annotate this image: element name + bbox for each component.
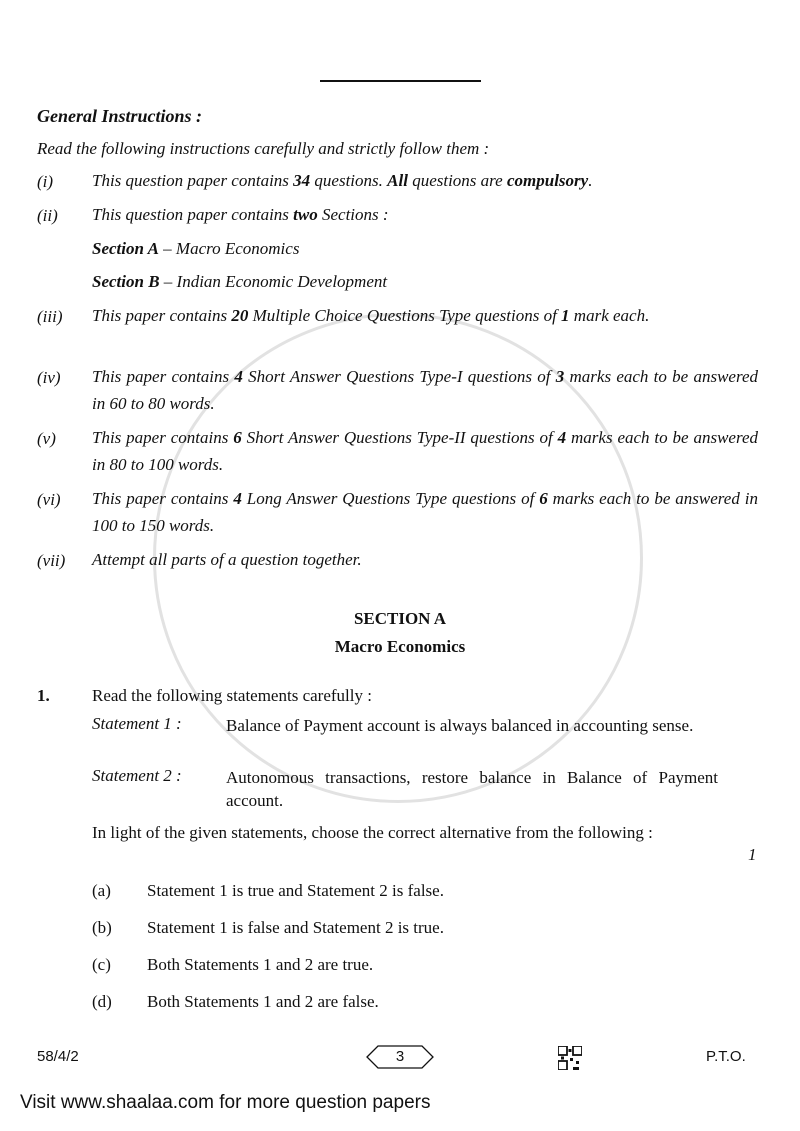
instruction-emphasis: 6: [539, 489, 548, 508]
page-number: 3: [395, 1048, 405, 1065]
instruction-text: [92, 268, 758, 295]
instruction-emphasis: All: [387, 171, 408, 190]
instruction-segment: This paper contains: [92, 367, 235, 386]
qr-code-icon: [558, 1046, 582, 1070]
instruction-segment: marks each to be answered in 100 to 150 words.: [92, 489, 758, 535]
instruction-emphasis: 3: [555, 367, 565, 386]
statement-1-text: Balance of Payment account is always balanced in accounting sense.: [226, 716, 694, 735]
instruction-segment: marks each to be answered in 80 to 100 words.: [92, 428, 758, 474]
pto-label: P.T.O.: [706, 1048, 746, 1065]
instruction-label: (iv): [37, 368, 61, 387]
instruction-emphasis: 4: [234, 367, 243, 386]
section-subtitle: Macro Economics: [334, 637, 466, 656]
visit-link[interactable]: Visit www.shaalaa.com for more question papers: [20, 1092, 431, 1113]
option-c-label: (c): [92, 955, 111, 974]
instruction-emphasis: 34: [293, 171, 311, 190]
instruction-emphasis: Section B: [92, 272, 160, 291]
top-rule: [320, 80, 481, 82]
instruction-emphasis: 20: [231, 306, 249, 325]
instruction-segment: Short Answer Questions Type-I questions of: [242, 367, 556, 386]
instruction-segment: This paper contains: [92, 489, 234, 508]
section-title: SECTION A: [353, 609, 447, 628]
instruction-segment: Long Answer Questions Type questions of: [241, 489, 540, 508]
instruction-segment: This paper contains: [92, 306, 232, 325]
statement-1-label: Statement 1 :: [92, 714, 182, 733]
option-b-label: (b): [92, 918, 112, 937]
option-c-text: Both Statements 1 and 2 are true.: [147, 955, 374, 974]
instruction-text: [92, 363, 758, 417]
option-b-text: Statement 1 is false and Statement 2 is true.: [147, 918, 444, 937]
instruction-text: [92, 424, 758, 478]
question-prompt: Read the following statements carefully :: [92, 686, 372, 705]
option-a-text: Statement 1 is true and Statement 2 is false.: [147, 881, 444, 900]
question-marks: 1: [748, 845, 757, 864]
instructions-heading: General Instructions :: [37, 106, 203, 126]
instruction-label: (v): [37, 429, 56, 448]
instruction-segment: This question paper contains: [92, 171, 294, 190]
instruction-emphasis: compulsory: [506, 171, 589, 190]
instruction-segment: questions are: [407, 171, 507, 190]
instruction-segment: questions.: [310, 171, 388, 190]
instruction-label: (ii): [37, 206, 58, 225]
instruction-emphasis: 1: [561, 306, 570, 325]
instruction-segment: Attempt all parts of a question together.: [92, 550, 362, 569]
instruction-segment: marks each to be answered in 60 to 80 words.: [92, 367, 758, 413]
instruction-emphasis: 4: [557, 428, 567, 447]
instruction-segment: .: [588, 171, 593, 190]
instruction-segment: Sections :: [317, 205, 389, 224]
instruction-label: (i): [37, 172, 54, 191]
instruction-segment: This question paper contains: [92, 205, 294, 224]
instruction-segment: Short Answer Questions Type-II questions of: [241, 428, 558, 447]
instruction-label: (vii): [37, 551, 66, 570]
instruction-label: (vi): [37, 490, 61, 509]
option-a-label: (a): [92, 881, 111, 900]
instruction-segment: mark each.: [569, 306, 650, 325]
instruction-segment: – Macro Economics: [158, 239, 300, 258]
instruction-text: [92, 201, 758, 228]
instruction-text: [92, 302, 758, 329]
instruction-emphasis: 4: [233, 489, 242, 508]
instruction-text: [92, 546, 758, 573]
instruction-emphasis: 6: [233, 428, 242, 447]
instruction-segment: – Indian Economic Development: [159, 272, 388, 291]
statement-2-label: Statement 2 :: [92, 766, 182, 785]
instruction-emphasis: Section A: [92, 239, 159, 258]
instruction-label: (iii): [37, 307, 63, 326]
paper-code: 58/4/2: [37, 1048, 79, 1065]
instruction-emphasis: two: [293, 205, 318, 224]
instructions-intro: Read the following instructions carefully and strictly follow them :: [37, 139, 490, 158]
instruction-segment: Multiple Choice Questions Type questions of: [248, 306, 562, 325]
instruction-segment: This paper contains: [92, 428, 234, 447]
option-d-text: Both Statements 1 and 2 are false.: [147, 992, 379, 1011]
instruction-text: [92, 485, 758, 539]
question-instruction: In light of the given statements, choose the correct alternative from the following :: [92, 823, 653, 842]
question-number: 1.: [37, 686, 50, 705]
instruction-text: [92, 167, 758, 194]
option-d-label: (d): [92, 992, 112, 1011]
statement-2-text: Autonomous transactions, restore balance in Balance of Payment account.: [226, 768, 718, 810]
instruction-text: [92, 235, 758, 262]
